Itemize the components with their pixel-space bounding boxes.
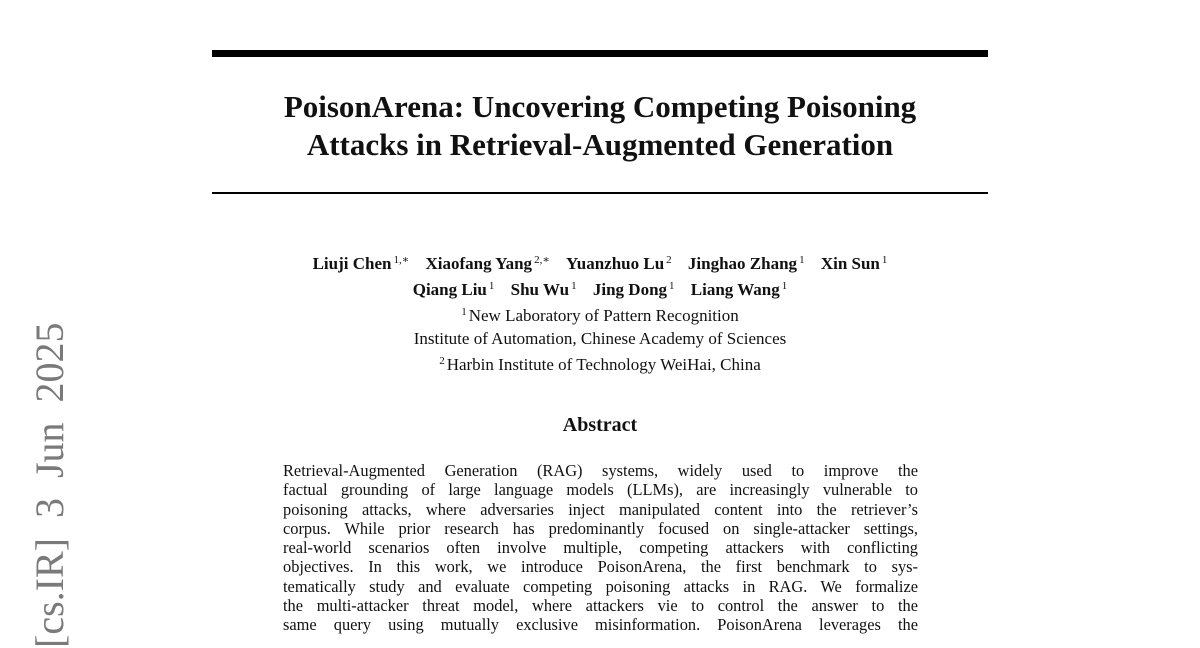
title-line-2: Attacks in Retrieval-Augmented Generation [306,127,894,162]
author: Liang Wang $^1$ [690,280,788,299]
abstract-line: factual grounding of large language models (LLMs), are increasingly vulnerable to [283,480,918,500]
author: Shu Wu $^1$ [510,280,577,299]
affiliation-1-line-2: Institute of Automation, Chinese Academy of Sciences [413,329,787,348]
title-line-1: PoisonArena: Uncovering Competing Poisoning [283,89,917,124]
author-block [212,249,988,376]
author: Jinghao Zhang $^1$ [687,254,805,273]
author-row-1 [212,249,988,275]
author-row-2 [212,275,988,301]
author: Qiang Liu $^1$ [412,280,495,299]
author: Liuji Chen $^{1,∗}$ [312,254,410,273]
abstract-line: Retrieval-Augmented Generation (RAG) systems, widely used to improve the [283,461,918,480]
abstract-line: tematically study and evaluate competing poisoning attacks in RAG. We formalize [283,576,918,596]
abstract-line: corpus. While prior research has predominantly focused on single-attacker settings, [283,518,918,538]
affiliation-1-line-1: $^1$ New Laboratory of Pattern Recognition [461,306,739,325]
author: Yuanzhuo Lu $^2$ [566,254,672,273]
abstract-heading: Abstract [562,414,638,436]
author: Xiaofang Yang $^{2,∗}$ [425,254,550,273]
abstract-line: poisoning attacks, where adversaries inject manipulated content into the retriever’s [283,499,918,519]
abstract-line: real-world scenarios often involve multiple, competing attackers with conflicting [283,538,918,558]
abstract-line: the multi-attacker threat model, where attackers vie to control the answer to the [283,596,918,616]
abstract-line: objectives. In this work, we introduce PoisonArena, the first benchmark to sys- [283,557,918,577]
author: Xin Sun $^1$ [820,254,888,273]
title-top-rule [212,50,988,57]
author: Jing Dong $^1$ [592,280,675,299]
paper-title [212,88,988,164]
abstract-body [283,461,918,635]
abstract-line: same query using mutually exclusive misinformation. PoisonArena leverages the [283,615,918,635]
arxiv-side-stamp: [cs.IR] 3 Jun 2025 [27,322,72,648]
title-bottom-rule [212,192,988,194]
affiliation-2: $^2$ Harbin Institute of Technology WeiHai, China [439,355,761,374]
